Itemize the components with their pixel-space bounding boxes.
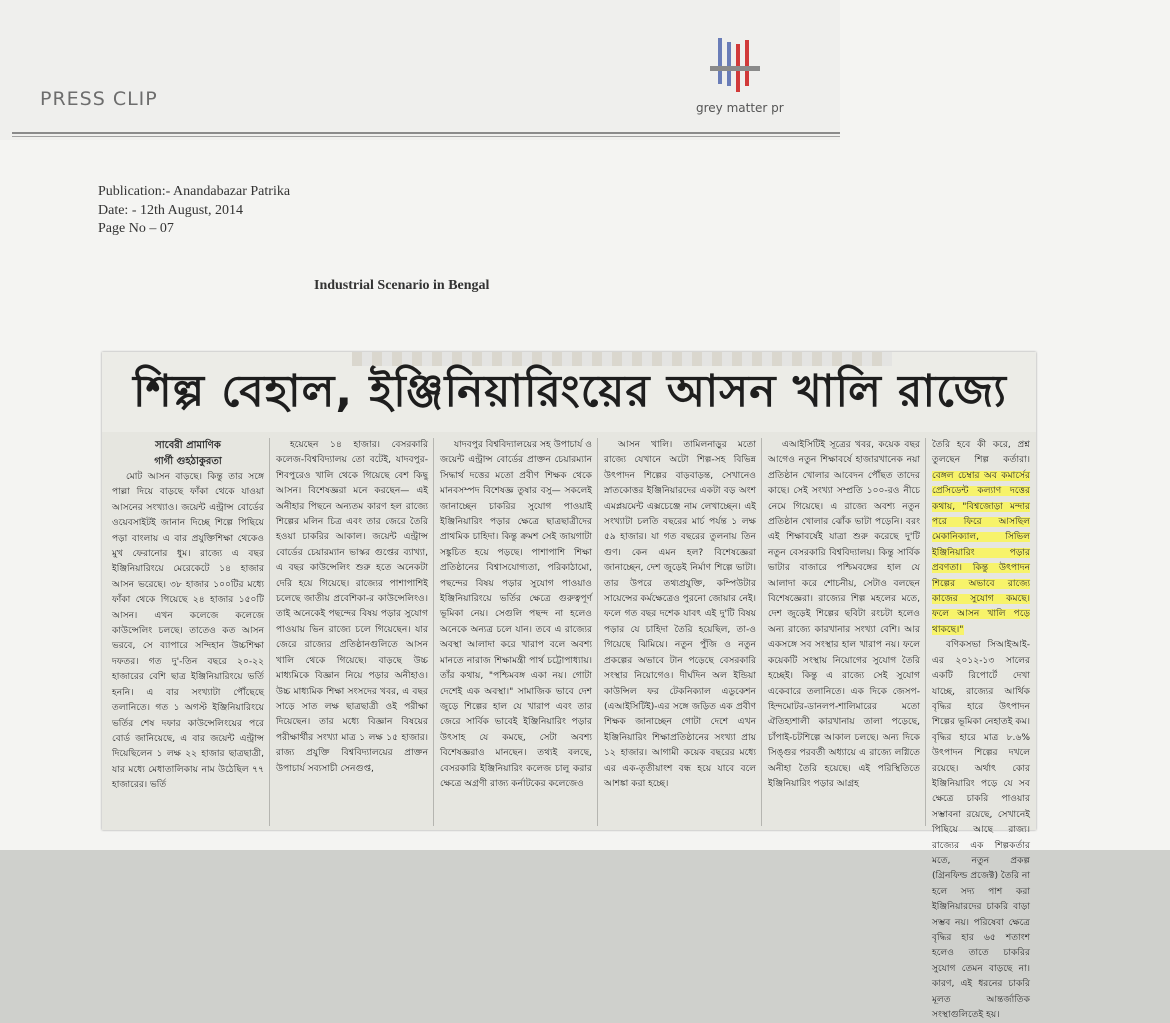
column-text: আসন খালি। তামিলনাড়ুর মতো রাজ্যে যেখানে অটো শিল্প-সহ বিভিন্ন উৎপাদন শিল্পের বাড়বাড়ন্ত, সেখানেও স্নাতকোত্তর ইঞ্জিনিয়ারদের একটা বড় অংশ এমপ্লয়মেন্ট এক্সচেঞ্জে নাম লেখাচ্ছেন। এই সংখ্যাটা চলতি বছরের মার্চ পর্যন্ত ১ লক্ষ ৫৯ হাজার। যা গত বছরের তুলনায় তিন গুণ। কেন এমন হল? বিশেষজ্ঞেরা জানাচ্ছেন, দেশ জুড়েই নির্মাণ শিল্পে ভাটা। তার উপরে তথ্যপ্রযুক্তি, কম্পিউটার সায়েন্সের কর্মক্ষেত্রেও পুরনো জোয়ার নেই। ফলে গত বছর দশেক যাবৎ এই দু'টি বিষয় পড়ার যে চাহিদা তৈরি হয়েছিল, তা-ও গিয়েছে ঝিমিয়ে। নতুন পুঁজি ও নতুন প্রকল্পের অভাবে টান পড়েছে বেসরকারি সংস্থার নিয়োগেও। দীর্ঘদিন অল ইন্ডিয়া কাউন্সিল ফর টেকনিক্যাল এডুকেশন (এআইসিটিই)-এর সঙ্গে জড়িত এক প্রবীণ শিক্ষক জানাচ্ছেন গোটা দেশে এখন ইঞ্জিনিয়ারিং শিক্ষাপ্রতিষ্ঠানের সংখ্যা প্রায় ১২ হাজার। আগামী কয়েক বছরের মধ্যে এর এক-তৃতীয়াংশ বন্ধ হয়ে যাবে বলে আশঙ্কা করা হচ্ছে। [604,440,756,789]
page-number-line: Page No – 07 [98,221,174,236]
article-column-5 [768,438,920,828]
header-rule-thin [12,136,840,137]
article-headline: শিল্প বেহাল, ইঞ্জিনিয়ারিংয়ের আসন খালি রাজ্যে [133,366,1007,417]
column-text: এআইসিটিই সূত্রের খবর, কয়েক বছর আগেও নতুন শিক্ষাবর্ষে হাজারখানেক নয়া প্রতিষ্ঠান খোলার আবেদন পৌঁছত তাদের কাছে। সেই সংখ্যা সম্প্রতি ১০০-রও নীচে নেমে গিয়েছে। এ রাজ্যে অবশ্য নতুন প্রতিষ্ঠান খোলার ঝোঁক ভাটা পড়েনি। বরং এই শিক্ষাবর্ষেই যাত্রা শুরু করেছে দু'টি নতুন বেসরকারি বিশ্ববিদ্যালয়। কিন্তু সার্বিক ভাটার বাজারে পশ্চিমবঙ্গের হাল যে আলাদা করে শোচনীয়, সেটাও বলছেন বিশেষজ্ঞেরা। রাজ্যের শিল্প মহলের মতে, দেশ জুড়েই শিল্পের ছবিটা রংচটা হলেও অন্য রাজ্যে কারখানার সংখ্যা বেশি। আর একসঙ্গে সব সংস্থার হাল খারাপ নয়। ফলে কয়েকটি সংস্থায় নিয়োগের সুযোগ তৈরি হচ্ছেই। কিন্তু এ রাজ্যে সেই সুযোগ একেবারে তলানিতে। এক দিকে জেসপ-হিন্দমোটর-ডানলপ-শালিমারের মতো ঐতিহ্যশালী কারখানায় তালা পড়েছে, চাঁপাই-চটশিল্পে আকাল চলছে। অন্য দিকে সিঙ্গুর পরবর্তী অধ্যায়ে এ রাজ্যে লগ্নিতে অনীহা তৈরি হয়েছে। এই পরিস্থিতিতে ইঞ্জিনিয়ারিং পড়ার আগ্রহ [768,440,920,789]
column-divider [269,438,270,826]
column-text: মোট আসন বাড়ছে। কিন্তু তার সঙ্গে পাল্লা দিয়ে বাড়ছে ফাঁকা থেকে যাওয়া আসনের সংখ্যাও। জয়েন্ট এন্ট্রান্স বোর্ডের ওয়েবসাইটই জানান দিচ্ছে শিল্পে পিছিয়ে পড়া বাংলায় এ বার প্রযুক্তিশিক্ষা থেকেও মুখ ফেরানোর ধুম। রাজ্যে এ বছর ইঞ্জিনিয়ারিংয়ে মেরেকেটে ১৪ হাজার আসন ভরেছে। ৩৮ হাজার ১০০টির মধ্যে ফাঁকা থেকে গিয়েছে ২৪ হাজার ১৫০টি আসন। এখন কলেজে কলেজে কাউন্সেলিং চলছে। তাতেও কত আসন ভরবে, সে ব্যাপারে সন্দিহান উচ্চশিক্ষা দফতর। গত দু'-তিন বছরে ২০-২২ হাজারের বেশি ছাত্র ইঞ্জিনিয়ারিংয়ে ভর্তি হননি। এ বার সংখ্যাটা পৌঁছেছে তলানিতে। গত ১ অগস্ট ইঞ্জিনিয়ারিংয়ে ভর্তির শেষ দফার কাউন্সেলিংয়ের পরে বোর্ড জানিয়েছে, এ বার জয়েন্ট এন্ট্রান্স দিয়েছিলেন ১ লক্ষ ২২ হাজার ছাত্রছাত্রী, যার মধ্যে মেধাতালিকায় নাম উঠেছিল ৭৭ হাজারের। ভর্তি [112,472,264,791]
brand-name: grey matter pr [696,101,784,115]
highlighted-quote: বেঙ্গল চেম্বার অব কমার্সের প্রেসিডেন্ট কল্যাণ দত্তের কথায়, "বিশ্বজোড়া মন্দার পরে ফিরে আসছিল মেকানিক্যাল, সিভিল ইঞ্জিনিয়ারিং পড়ার প্রবণতা। কিন্তু উৎপাদন শিল্পের অভাবে রাজ্যে কাজের সুযোগ কমছে। ফলে আসন খালি পড়ে থাকছে।" [932,470,1030,635]
article-column-4 [604,438,756,828]
article-column-6 [932,438,1030,1021]
column-text: তৈরি হবে কী করে, প্রশ্ন তুলছেন শিল্প কর্তারা। [932,440,1030,466]
article-column-2 [276,438,428,828]
date-line: Date: - 12th August, 2014 [98,203,244,218]
article-column-1 [112,438,264,828]
publication-line: Publication:- Anandabazar Patrika [98,184,291,199]
newspaper-clipping [102,352,1036,1021]
header-rule [12,132,840,134]
press-clip-title: PRESS CLIP [40,88,158,110]
column-text: বণিকসভা সিআইআই-এর ২০১২-১৩ সালের একটি রিপোর্টে দেখা যাচ্ছে, রাজ্যের আর্থিক বৃদ্ধির হারে উৎপাদন শিল্পের ভূমিকা নেহাতই কম। বৃদ্ধির হারে মাত্র ৮.৬% উৎপাদন শিল্পের দখলে রয়েছে। অর্থাৎ কোর ইঞ্জিনিয়ারিং পড়ে যে সব ক্ষেত্রে চাকরি পাওয়ার সম্ভাবনা রয়েছে, সেখানেই পিছিয়ে আছে রাজ্য। রাজ্যের এক শিল্পকর্তার মতে, নতুন প্রকল্প (গ্রিনফিল্ড প্রজেক্ট) তৈরি না হলে সদ্য পাশ করা ইঞ্জিনিয়ারদের চাকরি বাড়া সম্ভব নয়। পরিষেবা ক্ষেত্রে বৃদ্ধির হার ৬৫ শতাংশ হলেও তাতে চাকরির সুযোগ তেমন বাড়ছে না। কারণ, এই ধরনের চাকরি মূলত আন্তর্জাতিক সংস্থাগুলিতেই হয়। [932,640,1030,1021]
column-text: যাদবপুর বিশ্ববিদ্যালয়ের সহ উপাচার্য ও জয়েন্ট এন্ট্রান্স বোর্ডের প্রাক্তন চেয়ারম্যান সিদ্ধার্থ দত্তের মতো প্রবীণ শিক্ষক থেকে মানবসম্পদ বিশেষজ্ঞ তুষার বসু— সকলেই জানাচ্ছেন চাকরির সুযোগ পাওয়াই ইঞ্জিনিয়ারিং পড়ার ক্ষেত্রে ছাত্রছাত্রীদের প্রাথমিক চাহিদা। কিন্তু ক্রমশ সেই জায়গাটা সঙ্কুচিত হয়ে পড়ছে। পাশাপাশি শিক্ষা প্রতিষ্ঠানের বিশ্বাসযোগ্যতা, পরিকাঠামো, পছন্দের বিষয় পড়ার সুযোগ পাওয়াও ইঞ্জিনিয়ারিংয়ে ভর্তির ক্ষেত্রে গুরুত্বপূর্ণ ভূমিকা নেয়। সেগুলি পছন্দ না হলেও অনেকে অন্যত্র চলে যান। তবে এ রাজ্যের অবস্থা আলাদা করে খারাপ বলে অবশ্য মানতে নারাজ শিক্ষামন্ত্রী পার্থ চট্টোপাধ্যায়। তাঁর কথায়, "পশ্চিমবঙ্গ একা নয়। গোটা দেশেই এক অবস্থা।" সামাজিক ভাবে দেশ জুড়ে শিল্পের হাল যে খারাপ এবং তার জেরে সার্বিক ভাবেই ইঞ্জিনিয়ারিং পড়ার উৎসাহ যে কমছে, সেটা অবশ্য বিশেষজ্ঞরাও মানছেন। তথ্যই বলছে, বেসরকারি ইঞ্জিনিয়ারিং কলেজ চালু করার ক্ষেত্রে অগ্রণী রাজ্য কর্নাটকের কলেজেও [440,440,592,789]
column-divider [433,438,434,826]
column-divider [597,438,598,826]
topic-title: Industrial Scenario in Bengal [314,278,490,293]
byline-author-2: গার্গী গুহঠাকুরতা [154,456,222,467]
article-column-3 [440,438,592,828]
column-divider [925,438,926,826]
column-divider [761,438,762,826]
column-text: হয়েছেন ১৪ হাজার। বেসরকারি কলেজ-বিশ্ববিদ্যালয় তো বটেই, যাদবপুর-শিবপুরেও খালি থেকে গিয়েছে বেশ কিছু আসন। বিশেষজ্ঞরা মনে করছেন— এই অনীহার পিছনে অন্যতম কারণ হল রাজ্যে শিল্পের মলিন চিত্র এবং তার জেরে তৈরি হওয়া চাকরির আকাল। জয়েন্ট এন্ট্রান্স বোর্ডের চেয়ারম্যান ভাস্কর গুপ্তের ব্যাখ্যা, এ বছর কাউন্সেলিং শুরু হতে অনেকটা দেরি হয়ে গিয়েছে। রাজ্যের পাশাপাশিই চলেছে জাতীয় প্রবেশিকা-র কাউন্সেলিংও। তাই অনেকেই পছন্দের বিষয় পড়ার সুযোগ পাওয়ায় ভিন রাজ্যে চলে গিয়েছেন। যার জেরে রাজ্যের প্রতিষ্ঠানগুলিতে আসন খালি থেকে গিয়েছে। বাড়ছে উচ্চ মাধ্যমিকে বিজ্ঞান নিয়ে পড়ার অনীহাও। উচ্চ মাধ্যমিক শিক্ষা সংসদের খবর, এ বছর সাড়ে সাত লক্ষ ছাত্রছাত্রী ওই পরীক্ষা দিয়েছেন। তার মধ্যে বিজ্ঞান বিষয়ের পরীক্ষার্থীর সংখ্যা মাত্র ১ লক্ষ ১৫ হাজার। রাজ্য প্রযুক্তি বিশ্ববিদ্যালয়ের প্রাক্তন উপাচার্য সব্যসাচী সেনগুপ্ত, [276,440,428,774]
byline-author-1: সাবেরী প্রামাণিক [155,440,221,451]
grey-matter-logo-icon [706,32,766,102]
